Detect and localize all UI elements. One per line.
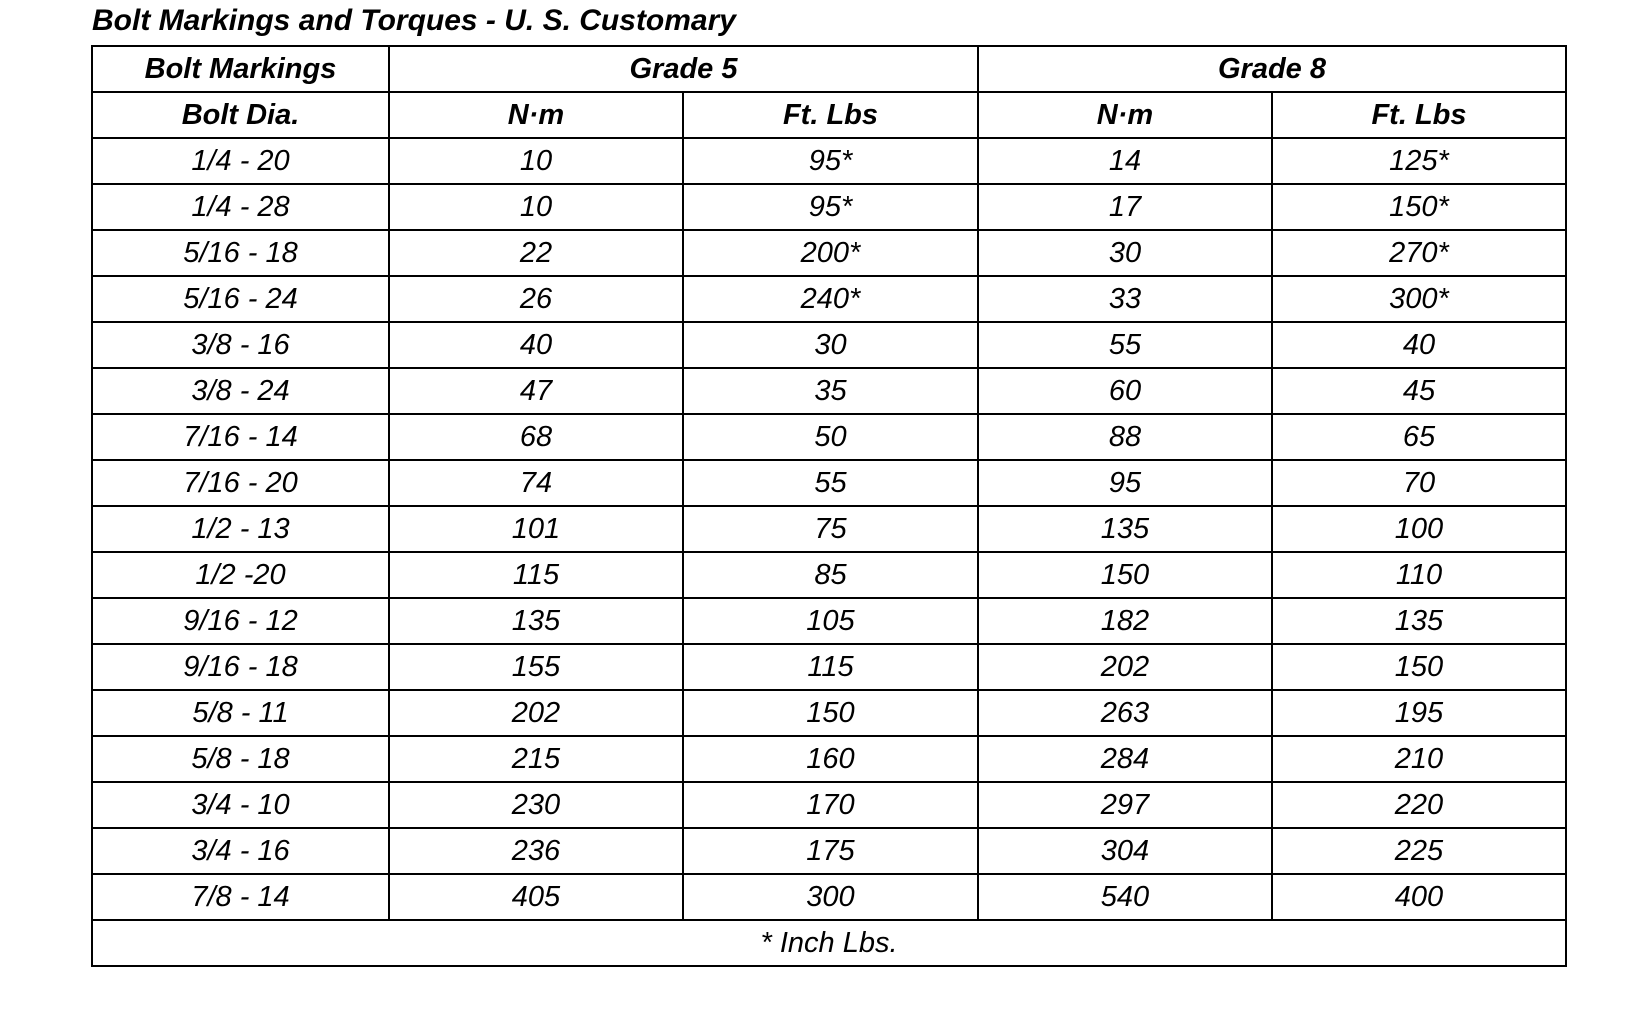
document-title: Bolt Markings and Torques - U. S. Customary	[92, 4, 736, 37]
grade5-nm-cell: 10	[389, 184, 683, 230]
grade5-nm-cell: 202	[389, 690, 683, 736]
grade8-ftlbs-cell: 220	[1272, 782, 1566, 828]
grade8-nm-cell: 14	[978, 138, 1272, 184]
grade8-nm-cell: 150	[978, 552, 1272, 598]
grade8-ftlbs-cell: 65	[1272, 414, 1566, 460]
header-bolt-markings: Bolt Markings	[92, 46, 389, 92]
grade5-nm-cell: 101	[389, 506, 683, 552]
table-row	[92, 690, 1566, 736]
bolt-dia-cell: 1/4 - 28	[92, 184, 389, 230]
table-row	[92, 460, 1566, 506]
grade8-nm-cell: 33	[978, 276, 1272, 322]
grade8-nm-cell: 304	[978, 828, 1272, 874]
table-row	[92, 276, 1566, 322]
header-row-units	[92, 92, 1566, 138]
bolt-dia-cell: 9/16 - 12	[92, 598, 389, 644]
grade5-ftlbs-cell: 85	[683, 552, 978, 598]
grade5-ftlbs-cell: 95*	[683, 184, 978, 230]
bolt-dia-cell: 5/8 - 18	[92, 736, 389, 782]
grade5-ftlbs-cell: 160	[683, 736, 978, 782]
grade5-ftlbs-cell: 175	[683, 828, 978, 874]
grade5-ftlbs-cell: 150	[683, 690, 978, 736]
bolt-dia-cell: 3/8 - 24	[92, 368, 389, 414]
grade8-nm-cell: 95	[978, 460, 1272, 506]
table-row	[92, 414, 1566, 460]
grade5-ftlbs-cell: 75	[683, 506, 978, 552]
header-bolt-dia: Bolt Dia.	[92, 92, 389, 138]
bolt-dia-cell: 1/2 -20	[92, 552, 389, 598]
table-row	[92, 828, 1566, 874]
bolt-dia-cell: 9/16 - 18	[92, 644, 389, 690]
bolt-dia-cell: 5/16 - 18	[92, 230, 389, 276]
grade8-nm-cell: 88	[978, 414, 1272, 460]
grade8-ftlbs-cell: 225	[1272, 828, 1566, 874]
grade8-nm-cell: 284	[978, 736, 1272, 782]
bolt-dia-cell: 1/2 - 13	[92, 506, 389, 552]
table-row	[92, 368, 1566, 414]
table-row	[92, 184, 1566, 230]
grade5-nm-cell: 215	[389, 736, 683, 782]
grade8-ftlbs-cell: 45	[1272, 368, 1566, 414]
grade8-ftlbs-cell: 150	[1272, 644, 1566, 690]
grade5-nm-cell: 22	[389, 230, 683, 276]
table-body	[92, 46, 1566, 920]
header-grade-8: Grade 8	[978, 46, 1566, 92]
header-grade8-ftlbs: Ft. Lbs	[1272, 92, 1566, 138]
grade5-ftlbs-cell: 30	[683, 322, 978, 368]
header-grade8-nm: N·m	[978, 92, 1272, 138]
grade8-ftlbs-cell: 125*	[1272, 138, 1566, 184]
grade5-ftlbs-cell: 200*	[683, 230, 978, 276]
footnote: * Inch Lbs.	[92, 920, 1566, 966]
grade5-nm-cell: 47	[389, 368, 683, 414]
grade8-nm-cell: 202	[978, 644, 1272, 690]
grade8-nm-cell: 297	[978, 782, 1272, 828]
grade8-nm-cell: 17	[978, 184, 1272, 230]
grade8-nm-cell: 60	[978, 368, 1272, 414]
grade8-nm-cell: 55	[978, 322, 1272, 368]
grade5-nm-cell: 155	[389, 644, 683, 690]
grade5-ftlbs-cell: 105	[683, 598, 978, 644]
grade5-ftlbs-cell: 115	[683, 644, 978, 690]
header-grade5-nm: N·m	[389, 92, 683, 138]
table-row	[92, 598, 1566, 644]
table-row	[92, 644, 1566, 690]
bolt-torque-table	[91, 45, 1567, 967]
grade5-nm-cell: 40	[389, 322, 683, 368]
grade8-ftlbs-cell: 195	[1272, 690, 1566, 736]
grade5-nm-cell: 405	[389, 874, 683, 920]
header-grade-5: Grade 5	[389, 46, 978, 92]
grade8-ftlbs-cell: 270*	[1272, 230, 1566, 276]
grade8-ftlbs-cell: 135	[1272, 598, 1566, 644]
bolt-dia-cell: 1/4 - 20	[92, 138, 389, 184]
table-row	[92, 736, 1566, 782]
grade5-nm-cell: 10	[389, 138, 683, 184]
header-grade5-ftlbs: Ft. Lbs	[683, 92, 978, 138]
grade8-ftlbs-cell: 150*	[1272, 184, 1566, 230]
grade5-nm-cell: 68	[389, 414, 683, 460]
table-row	[92, 230, 1566, 276]
grade8-nm-cell: 135	[978, 506, 1272, 552]
grade5-ftlbs-cell: 300	[683, 874, 978, 920]
grade5-ftlbs-cell: 240*	[683, 276, 978, 322]
grade8-nm-cell: 263	[978, 690, 1272, 736]
grade8-ftlbs-cell: 40	[1272, 322, 1566, 368]
table-row	[92, 506, 1566, 552]
grade8-ftlbs-cell: 400	[1272, 874, 1566, 920]
grade8-ftlbs-cell: 70	[1272, 460, 1566, 506]
grade5-ftlbs-cell: 55	[683, 460, 978, 506]
grade5-nm-cell: 135	[389, 598, 683, 644]
grade8-ftlbs-cell: 110	[1272, 552, 1566, 598]
table-row	[92, 874, 1566, 920]
grade8-nm-cell: 540	[978, 874, 1272, 920]
header-row-grades	[92, 46, 1566, 92]
bolt-dia-cell: 3/4 - 16	[92, 828, 389, 874]
bolt-dia-cell: 7/16 - 14	[92, 414, 389, 460]
bolt-dia-cell: 3/8 - 16	[92, 322, 389, 368]
grade5-ftlbs-cell: 170	[683, 782, 978, 828]
bolt-dia-cell: 7/8 - 14	[92, 874, 389, 920]
bolt-dia-cell: 7/16 - 20	[92, 460, 389, 506]
table-row	[92, 138, 1566, 184]
table-row	[92, 322, 1566, 368]
bolt-dia-cell: 3/4 - 10	[92, 782, 389, 828]
bolt-dia-cell: 5/16 - 24	[92, 276, 389, 322]
grade5-ftlbs-cell: 50	[683, 414, 978, 460]
grade5-nm-cell: 230	[389, 782, 683, 828]
bolt-dia-cell: 5/8 - 11	[92, 690, 389, 736]
footnote-row	[92, 920, 1566, 966]
table-row	[92, 552, 1566, 598]
table-row	[92, 782, 1566, 828]
grade5-nm-cell: 236	[389, 828, 683, 874]
grade5-ftlbs-cell: 35	[683, 368, 978, 414]
grade5-ftlbs-cell: 95*	[683, 138, 978, 184]
grade8-ftlbs-cell: 210	[1272, 736, 1566, 782]
grade5-nm-cell: 74	[389, 460, 683, 506]
grade8-nm-cell: 30	[978, 230, 1272, 276]
grade5-nm-cell: 26	[389, 276, 683, 322]
grade5-nm-cell: 115	[389, 552, 683, 598]
grade8-nm-cell: 182	[978, 598, 1272, 644]
grade8-ftlbs-cell: 300*	[1272, 276, 1566, 322]
grade8-ftlbs-cell: 100	[1272, 506, 1566, 552]
